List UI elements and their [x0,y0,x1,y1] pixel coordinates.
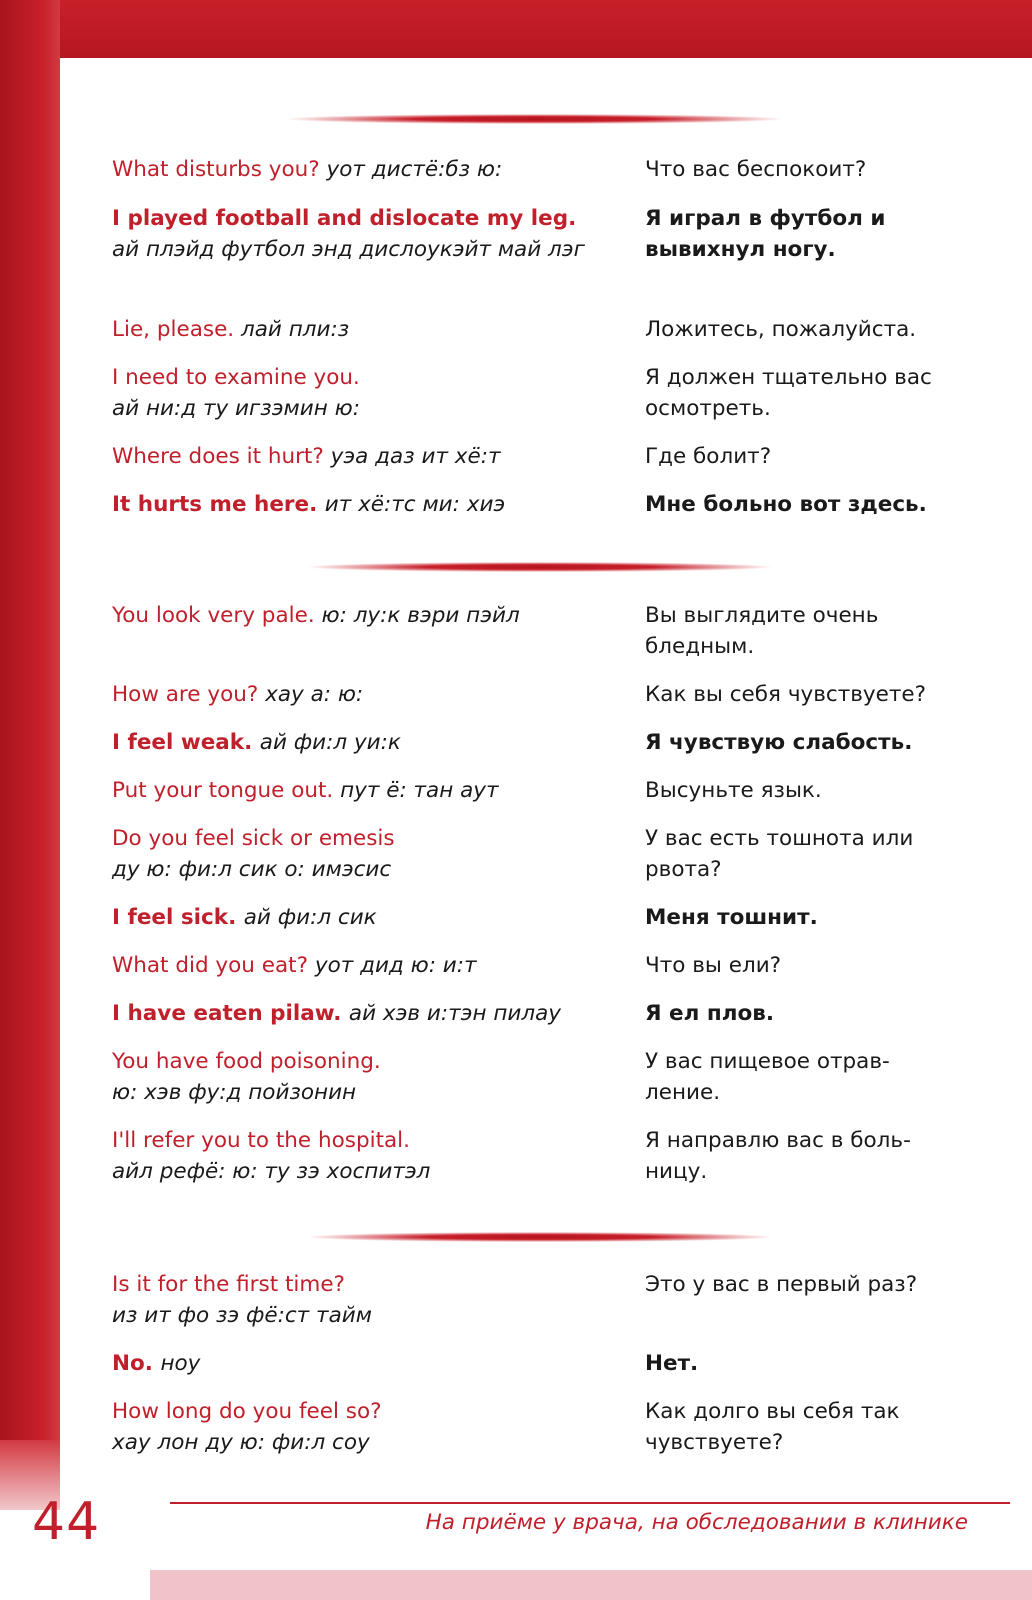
transcription: хау лон ду ю: фи:л соу [112,1430,370,1455]
english-phrase: I need to examine you. [112,365,360,390]
section-divider [310,1232,770,1242]
english-phrase: Do you feel sick or emesis [112,826,395,851]
russian-translation: Мне больно вот здесь. [645,492,927,517]
russian-translation: Высуньте язык. [645,778,822,803]
transcription: ю: хэв фу:д пойзонин [112,1080,357,1105]
transcription: уэа даз ит хё:т [330,444,501,469]
transcription: ноу [160,1351,201,1376]
left-red-band [0,0,60,1500]
transcription: ай плэйд футбол энд дислоукэйт май лэг [112,237,585,262]
russian-translation: Что вас беспокоит? [645,157,867,182]
transcription: ю: лу:к вэри пэйл [321,603,520,628]
bottom-pink-stripe [150,1570,1032,1600]
transcription: уот дид ю: и:т [314,953,477,978]
english-phrase: It hurts me here. [112,492,318,517]
transcription: ду ю: фи:л сик о: имэсис [112,857,392,882]
transcription: ай фи:л уи:к [259,730,401,755]
top-red-band [0,0,1032,60]
page-content [60,58,1032,1570]
section-divider [310,562,770,572]
transcription: пут ё: тан аут [340,778,499,803]
transcription: хау а: ю: [265,682,364,707]
english-phrase: Where does it hurt? [112,444,324,469]
transcription: ай фи:л сик [243,905,377,930]
english-phrase: How are you? [112,682,259,707]
russian-translation: Что вы ели? [645,953,782,978]
russian-translation: Нет. [645,1351,699,1376]
russian-translation: У вас есть тошнота или рвота? [645,826,914,882]
english-phrase: Put your tongue out. [112,778,334,803]
english-phrase: I'll refer you to the hospital. [112,1128,410,1153]
transcription: ай хэв и:тэн пилау [348,1001,562,1026]
english-phrase: No. [112,1351,153,1376]
russian-translation: Вы выглядите очень бледным. [645,603,879,659]
transcription: из ит фо зэ фё:ст тайм [112,1303,372,1328]
transcription: лай пли:з [240,317,350,342]
footer-rule [170,1502,1010,1504]
section-divider [290,114,780,124]
english-phrase: I feel sick. [112,905,237,930]
russian-translation: У вас пищевое отрав-ление. [645,1049,890,1105]
russian-translation: Я должен тщательно вас осмотреть. [645,365,932,421]
english-phrase: I feel weak. [112,730,253,755]
transcription: айл рефё: ю: ту зэ хоспитэл [112,1159,431,1184]
english-phrase: What did you eat? [112,953,309,978]
footer-section-title: На приёме у врача, на обследовании в клинике [425,1510,968,1535]
russian-translation: Я играл в футбол и вывихнул ногу. [645,206,886,262]
russian-translation: Это у вас в первый раз? [645,1272,918,1297]
russian-translation: Я ел плов. [645,1001,774,1026]
russian-translation: Как вы себя чувствуете? [645,682,927,707]
transcription: уот дистё:бз ю: [326,157,503,182]
english-phrase: Lie, please. [112,317,235,342]
russian-translation: Ложитесь, пожалуйста. [645,317,917,342]
english-phrase: How long do you feel so? [112,1399,382,1424]
english-phrase: I have eaten pilaw. [112,1001,342,1026]
russian-translation: Как долго вы себя так чувствуете? [645,1399,900,1455]
page-number: 44 [32,1492,101,1552]
english-phrase: What disturbs you? [112,157,320,182]
english-phrase: You look very pale. [112,603,315,628]
english-phrase: I played football and dislocate my leg. [112,206,577,231]
english-phrase: You have food poisoning. [112,1049,381,1074]
english-phrase: Is it for the first time? [112,1272,345,1297]
russian-translation: Я чувствую слабость. [645,730,913,755]
transcription: ит хё:тс ми: хиэ [324,492,506,517]
russian-translation: Меня тошнит. [645,905,818,930]
transcription: ай ни:д ту игзэмин ю: [112,396,360,421]
russian-translation: Я направлю вас в боль-ницу. [645,1128,911,1184]
russian-translation: Где болит? [645,444,772,469]
